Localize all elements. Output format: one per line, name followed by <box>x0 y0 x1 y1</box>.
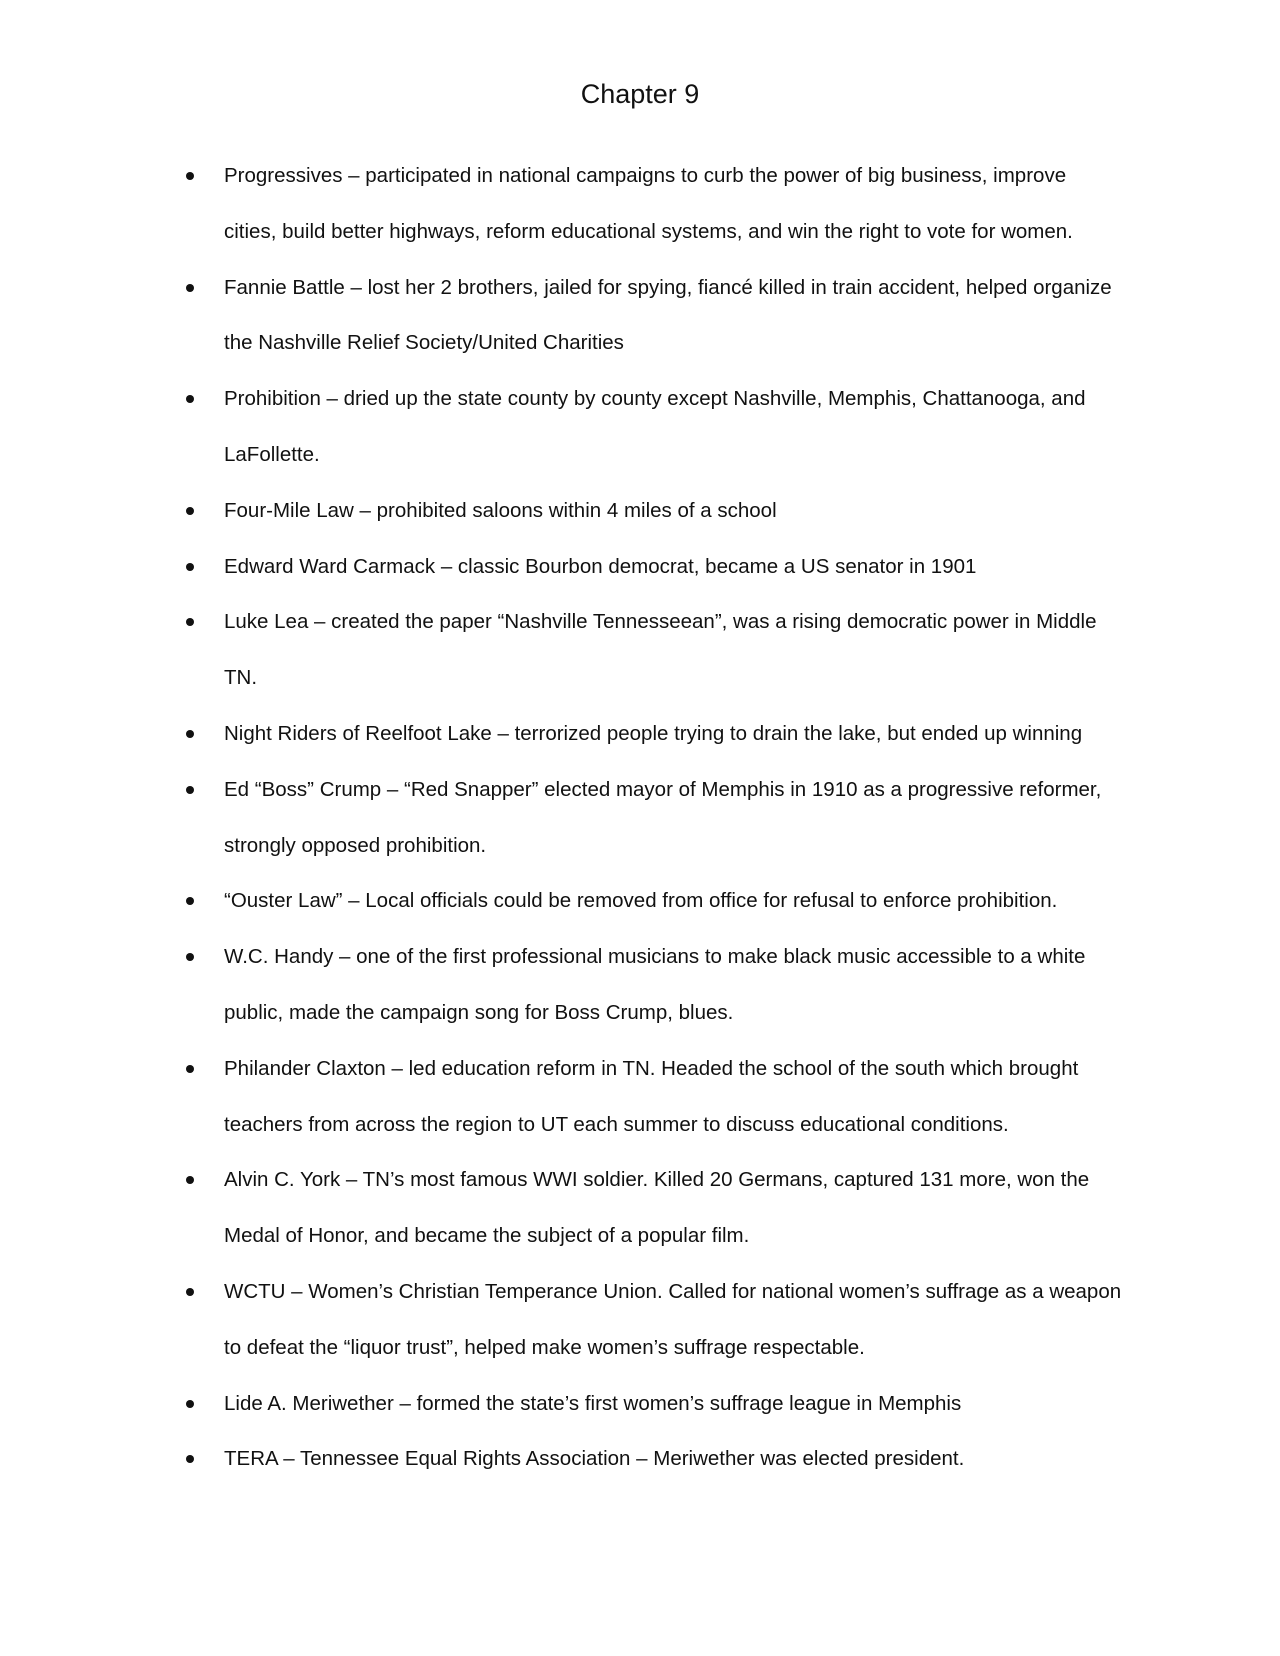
bullet-icon <box>186 1288 194 1296</box>
bullet-icon <box>186 618 194 626</box>
list-item-text: WCTU – Women’s Christian Temperance Union. Called for national women’s suffrage as a weapon to defeat the “liquor trust”, helped make women’s suffrage respectable. <box>224 1279 1122 1359</box>
list-item-text: Lide A. Meriwether – formed the state’s first women’s suffrage league in Memphis <box>224 1391 962 1415</box>
list-item <box>0 1152 1124 1264</box>
list-item-text: “Ouster Law” – Local officials could be removed from office for refusal to enforce prohibition. <box>224 889 1058 913</box>
list-item <box>0 1376 1124 1432</box>
list-item <box>0 483 1124 539</box>
list-item-text: Philander Claxton – led education reform in TN. Headed the school of the south which brought teachers from across the region to UT each summer to discuss educational conditions. <box>224 1056 1079 1136</box>
bullet-icon <box>186 953 194 961</box>
list-item <box>0 371 1124 483</box>
list-item-text: Luke Lea – created the paper “Nashville Tennesseean”, was a rising democratic power in Middle TN. <box>224 610 1097 690</box>
list-item-text: Progressives – participated in national campaigns to curb the power of big business, improve cities, build better highways, reform educational systems, and win the right to vote for women. <box>224 164 1073 243</box>
bullet-icon <box>186 563 194 571</box>
page-title: Chapter 9 <box>580 79 700 109</box>
bullet-icon <box>186 284 194 292</box>
list-item-text: Fannie Battle – lost her 2 brothers, jailed for spying, fiancé killed in train accident, helped organize the Nashville Relief Society/United Charities <box>224 275 1112 355</box>
bullet-icon <box>186 1065 194 1073</box>
bullet-icon <box>186 1176 194 1184</box>
list-item <box>0 929 1124 1041</box>
list-item-text: Four-Mile Law – prohibited saloons within 4 miles of a school <box>224 498 777 522</box>
list-item-text: W.C. Handy – one of the first professional musicians to make black music accessible to a white public, made the campaign song for Boss Crump, blues. <box>224 945 1086 1024</box>
bullet-icon <box>186 172 194 180</box>
bullet-icon <box>186 395 194 403</box>
bullet-icon <box>186 730 194 738</box>
list-item <box>0 1264 1124 1376</box>
bullet-icon <box>186 1400 194 1408</box>
bullet-icon <box>186 1455 194 1463</box>
list-item <box>0 148 1124 260</box>
list-item-text: Edward Ward Carmack – classic Bourbon democrat, became a US senator in 1901 <box>224 554 977 578</box>
list-item <box>0 594 1124 706</box>
list-item <box>0 1431 1124 1487</box>
bullet-icon <box>186 786 194 794</box>
list-item <box>0 1041 1124 1153</box>
bullet-icon <box>186 507 194 515</box>
list-item <box>0 762 1124 874</box>
bullet-icon <box>186 897 194 905</box>
list-item <box>0 706 1124 762</box>
list-item <box>0 539 1124 595</box>
list-item-text: TERA – Tennessee Equal Rights Association – Meriwether was elected president. <box>224 1447 965 1471</box>
list-item-text: Alvin C. York – TN’s most famous WWI soldier. Killed 20 Germans, captured 131 more, won the Medal of Honor, and became the subject of a popular film. <box>224 1168 1090 1248</box>
list-item-text: Ed “Boss” Crump – “Red Snapper” elected mayor of Memphis in 1910 as a progressive reformer, strongly opposed prohibition. <box>224 777 1102 857</box>
list-item-text: Night Riders of Reelfoot Lake – terrorized people trying to drain the lake, but ended up winning <box>224 721 1083 745</box>
bullet-list <box>0 148 1280 1487</box>
list-item <box>0 260 1124 372</box>
list-item <box>0 873 1124 929</box>
list-item-text: Prohibition – dried up the state county by county except Nashville, Memphis, Chattanooga, and LaFollette. <box>224 387 1086 466</box>
